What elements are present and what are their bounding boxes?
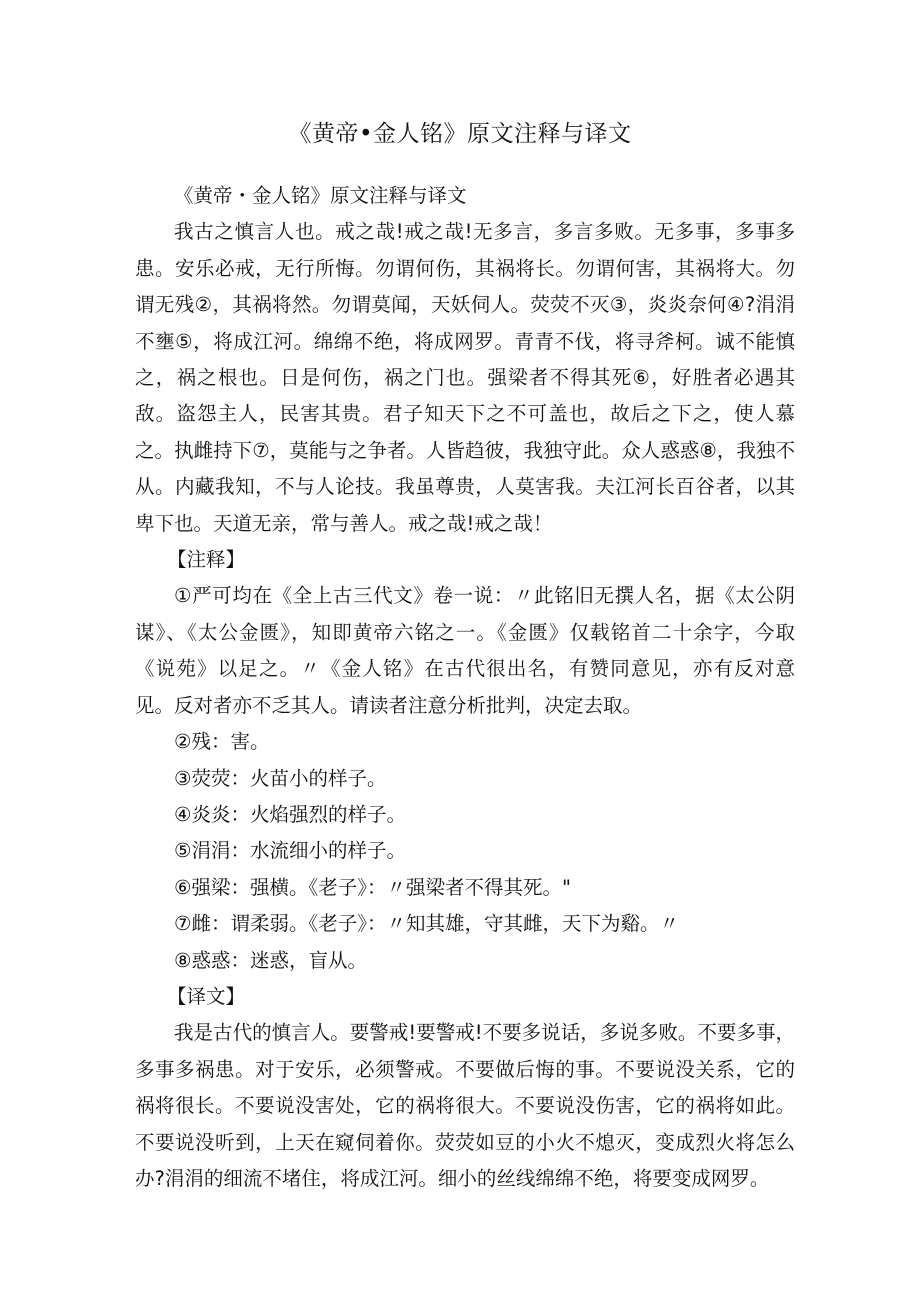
document-body [135, 178, 795, 1197]
note-item: ④炎炎：火焰强烈的样子。 [174, 802, 406, 826]
note-item: ⑧惑惑：迷惑，盲从。 [174, 948, 367, 972]
note-item: ⑦雌：谓柔弱。《老子》：〃知其雄，守其雌，天下为谿。〃 [174, 912, 679, 936]
note-item: ③荧荧：火苗小的样子。 [174, 766, 387, 790]
note-item: ⑥强梁：强横。《老子》：〃强梁者不得其死。" [174, 875, 571, 899]
translation-heading: 【译文】 [167, 984, 246, 1008]
document-subtitle: 《黄帝・金人铭》原文注释与译文 [174, 184, 467, 207]
note-item: ⑤涓涓：水流细小的样子。 [174, 839, 406, 863]
translation-paragraph: 我是古代的慎言人。要警戒!要警戒!不要多说话，多说多败。不要多事，多事多祸患。对于安乐，必须警戒。不要做后悔的事。不要说没关系，它的祸将很长。不要说没害处，它的祸将很大。不要说没伤害，它的祸将如此。不要说没听到，上天在窥伺着你。荧荧如豆的小火不熄灭，变成烈火将怎么办?涓涓的细流不堵住，将成江河。细小的丝线绵绵不绝，将要变成网罗。 [135, 1021, 795, 1190]
document-title: 《黄帝•金人铭》原文注释与译文 [288, 121, 632, 147]
notes-heading: 【注释】 [167, 548, 246, 572]
original-text-paragraph: 我古之慎言人也。戒之哉!戒之哉!无多言，多言多败。无多事，多事多患。安乐必戒，无行所悔。勿谓何伤，其祸将长。勿谓何害，其祸将大。勿谓无残②，其祸将然。勿谓莫闻，天妖伺人。荧荧不灭③，炎炎奈何④?涓涓不壅⑤，将成江河。绵绵不绝，将成网罗。青青不伐，将寻斧柯。诚不能慎之，祸之根也。日是何伤，祸之门也。强梁者不得其死⑥，好胜者必遇其敌。盗怨主人，民害其贵。君子知天下之不可盖也，故后之下之，使人慕之。执雌持下⑦，莫能与之争者。人皆趋彼，我独守此。众人惑惑⑧，我独不从。内藏我知，不与人论技。我虽尊贵，人莫害我。夫江河长百谷者，以其卑下也。天道无亲，常与善人。戒之哉!戒之哉！ [135, 220, 795, 535]
note-item: ②残：害。 [174, 730, 270, 754]
note-item: ①严可均在《全上古三代文》卷一说：〃此铭旧无撰人名，据《太公阴谋》、《太公金匮》，知即黄帝六铭之一。《金匮》仅载铭首二十余字，今取《说苑》以足之。〃《金人铭》在古代很出名，有赞同意见，亦有反对意见。反对者亦不乏其人。请读者注意分析批判，决定去取。 [135, 584, 795, 717]
